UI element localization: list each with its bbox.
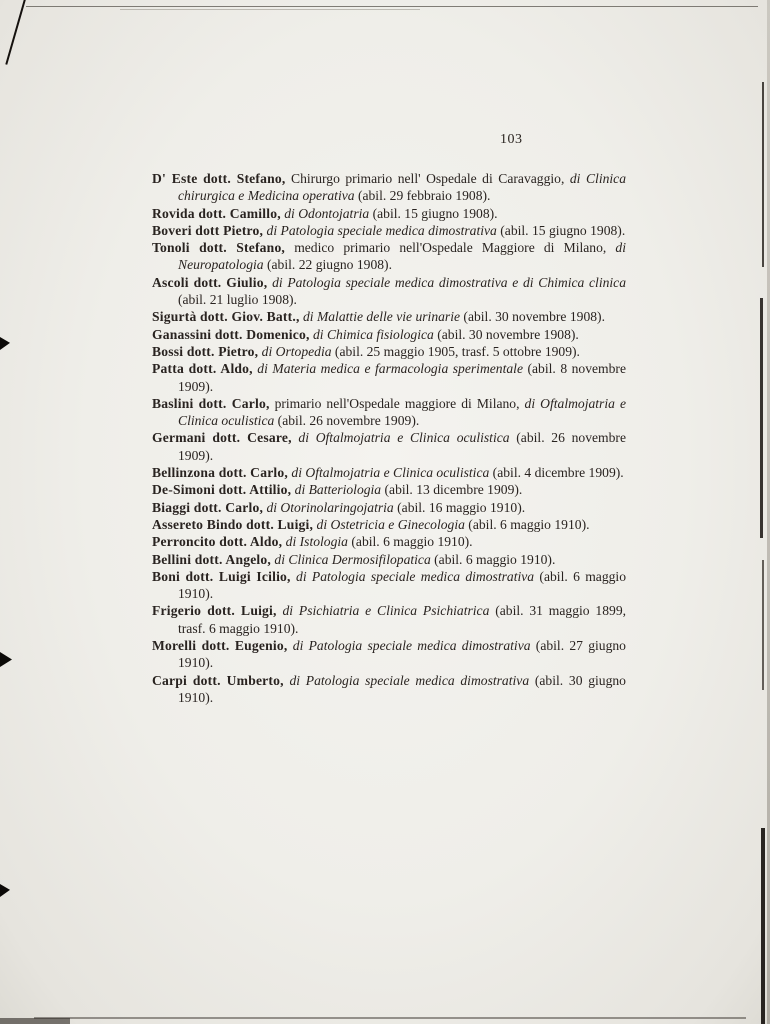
directory-entry	[152, 533, 626, 550]
entry-segment-normal: (abil. 6 maggio 1910).	[430, 551, 556, 567]
entry-segment-normal: (abil. 16 maggio 1910).	[393, 499, 526, 515]
entry-segment-italic: di Patologia speciale medica dimostrativa	[289, 672, 530, 688]
entry-segment-italic: di Istologia	[285, 534, 348, 550]
directory-entry	[152, 222, 626, 239]
entry-segment-italic: di Chimica fisiologica	[312, 326, 434, 342]
entry-segment-bold: Carpi dott. Umberto,	[152, 672, 284, 688]
entry-segment-bold: Frigerio dott. Luigi,	[152, 603, 277, 619]
scan-artifact-right-streak-2	[760, 298, 763, 538]
entry-segment-normal: primario nell'Ospedale maggiore di Milano,	[269, 395, 525, 411]
directory-entry	[152, 308, 626, 325]
entry-segment-italic: di Ortopedia	[261, 343, 332, 359]
entry-segment-normal: (abil. 31 maggio 1899, trasf. 6 maggio 1910).	[178, 603, 627, 636]
entry-segment-italic: di Psichiatria e Clinica Psichiatrica	[282, 603, 490, 619]
directory-entry	[152, 481, 626, 498]
entry-segment-normal: (abil. 30 giugno 1910).	[178, 672, 626, 705]
entry-segment-normal: (abil. 8 novembre 1909).	[178, 361, 626, 394]
scan-artifact-right-streak-3	[762, 560, 764, 690]
entry-segment-normal: (abil. 30 novembre 1908).	[460, 309, 605, 325]
entry-segment-normal: (abil. 21 luglio 1908).	[178, 292, 297, 308]
directory-entry	[152, 205, 626, 222]
directory-entry	[152, 326, 626, 343]
entry-segment-bold: Morelli dott. Eugenio,	[152, 638, 288, 654]
entry-segment-bold: Boveri dott Pietro,	[152, 222, 264, 238]
entry-segment-bold: Bellinzona dott. Carlo,	[152, 465, 289, 481]
entry-segment-bold: Ganassini dott. Domenico,	[152, 326, 310, 342]
entry-segment-normal: (abil. 27 giugno 1910).	[178, 638, 626, 671]
entry-segment-bold: Sigurtà dott. Giov. Batt.,	[152, 309, 300, 325]
directory-entry	[152, 637, 626, 672]
entry-segment-italic: di Clinica Dermosifilopatica	[274, 551, 431, 567]
scan-artifact-bottom-line	[34, 1017, 746, 1019]
directory-entry	[152, 464, 626, 481]
entries-list	[152, 170, 626, 706]
directory-entry	[152, 672, 626, 707]
entry-segment-bold: Bellini dott. Angelo,	[152, 551, 272, 567]
directory-entry	[152, 274, 626, 309]
scan-artifact-bottom-corner	[0, 1018, 70, 1024]
entry-segment-italic: di Otorinolaringojatria	[266, 499, 394, 515]
entry-segment-italic: di Oftalmojatria e Clinica oculistica	[178, 395, 626, 429]
directory-entry	[152, 360, 626, 395]
entry-segment-normal: medico primario nell'Ospedale Maggiore di Milano,	[285, 240, 616, 256]
directory-entry	[152, 343, 626, 360]
entry-segment-italic: di Patologia speciale medica dimostrativa	[296, 568, 535, 584]
directory-entry	[152, 499, 626, 516]
scan-artifact-top-line-2	[120, 9, 420, 10]
entry-segment-italic: di Patologia speciale medica dimostrativa	[266, 222, 497, 238]
entry-segment-normal: (abil. 15 giugno 1908).	[369, 205, 498, 221]
entry-segment-bold: Germani dott. Cesare,	[152, 430, 292, 446]
entry-segment-bold: Assereto Bindo dott. Luigi,	[152, 516, 314, 532]
entry-segment-normal: (abil. 22 giugno 1908).	[263, 257, 392, 273]
directory-entry	[152, 429, 626, 464]
directory-entry	[152, 170, 626, 205]
scan-artifact-top-line	[26, 6, 758, 7]
entry-segment-normal: (abil. 15 giugno 1908).	[496, 222, 626, 238]
directory-entry	[152, 395, 626, 430]
scan-artifact-left-mark-1	[0, 337, 10, 350]
entry-segment-bold: Ascoli dott. Giulio,	[152, 274, 268, 290]
entry-segment-normal: (abil. 4 dicembre 1909).	[489, 465, 624, 481]
entry-segment-normal: (abil. 29 febbraio 1908).	[354, 188, 491, 204]
entry-segment-italic: di Malattie delle vie urinarie	[302, 309, 461, 325]
scan-artifact-right-streak-4	[761, 828, 765, 1024]
directory-entry	[152, 602, 626, 637]
entry-segment-italic: di Ostetricia e Ginecologia	[316, 516, 465, 532]
entry-segment-italic: di Odontojatria	[284, 205, 370, 221]
entry-segment-italic: di Oftalmojatria e Clinica oculistica	[291, 465, 490, 481]
scan-artifact-left-mark-2	[0, 652, 12, 667]
entry-segment-bold: Baslini dott. Carlo,	[152, 395, 270, 411]
entry-segment-bold: Boni dott. Luigi Icilio,	[152, 568, 291, 584]
entry-segment-normal: (abil. 30 novembre 1908).	[433, 326, 579, 342]
entry-segment-normal: (abil. 6 maggio 1910).	[464, 516, 590, 532]
entry-segment-bold: De-Simoni dott. Attilio,	[152, 482, 292, 498]
entry-segment-italic: di Materia medica e farmacologia sperimentale	[257, 361, 523, 377]
entry-segment-bold: Rovida dott. Camillo,	[152, 205, 281, 221]
entry-segment-bold: Bossi dott. Pietro,	[152, 343, 259, 359]
entry-segment-normal: (abil. 13 dicembre 1909).	[381, 482, 523, 498]
directory-entry	[152, 239, 626, 274]
entry-segment-normal: (abil. 26 novembre 1909).	[178, 430, 626, 463]
directory-entry	[152, 516, 626, 533]
page-number: 103	[500, 132, 523, 147]
entry-segment-normal: (abil. 25 maggio 1905, trasf. 5 ottobre 1909).	[331, 343, 580, 359]
scan-artifact-left-mark-3	[0, 884, 10, 897]
entry-segment-normal: Chirurgo primario nell' Ospedale di Caravaggio,	[285, 171, 570, 186]
entry-segment-italic: di Neuropatologia	[178, 240, 626, 273]
entry-segment-italic: di Oftalmojatria e Clinica oculistica	[298, 430, 510, 446]
directory-entry	[152, 551, 626, 568]
entry-segment-bold: Perroncito dott. Aldo,	[152, 534, 283, 550]
entry-segment-normal: (abil. 26 novembre 1909).	[274, 413, 420, 429]
scan-artifact-corner-mark	[5, 0, 28, 65]
scan-artifact-right-streak-1	[762, 82, 764, 267]
entry-segment-normal: (abil. 6 maggio 1910).	[178, 568, 626, 602]
entry-segment-bold: Tonoli dott. Stefano,	[152, 240, 286, 256]
entry-segment-bold: D' Este dott. Stefano,	[152, 171, 286, 186]
entry-segment-bold: Biaggi dott. Carlo,	[152, 499, 264, 515]
entry-segment-italic: di Patologia speciale medica dimostrativa e di Chimica clinica	[272, 274, 626, 290]
entry-segment-normal: (abil. 6 maggio 1910).	[347, 534, 473, 550]
entry-segment-bold: Patta dott. Aldo,	[152, 361, 253, 377]
entry-segment-italic: di Batteriologia	[294, 482, 382, 498]
entry-segment-italic: di Patologia speciale medica dimostrativa	[292, 638, 531, 654]
entry-segment-italic: di Clinica chirurgica e Medicina operativa	[178, 171, 626, 204]
directory-entry	[152, 568, 626, 603]
